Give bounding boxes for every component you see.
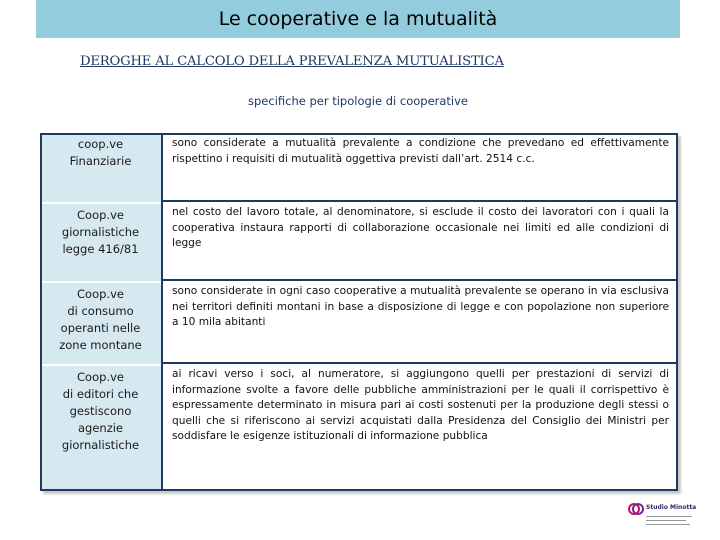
- cooperative-type-cell: [40, 202, 161, 281]
- cooperative-type-cell: [40, 281, 161, 364]
- cooperative-type-line: gestiscono: [69, 404, 132, 418]
- table-row: [40, 281, 678, 364]
- logo-text: Studio Minotta: [646, 504, 697, 511]
- cooperative-type-line: Coop.ve: [77, 370, 124, 384]
- logo-divider: [646, 524, 690, 525]
- derogation-text-cell: ai ricavi verso i soci, al numeratore, si aggiungono quelli per prestazioni di servizi di informazione svolte a favore delle pubbliche amministrazioni per le quali il corrispettivo è espressamente determinato in misura pari ai costi sostenuti per la produzione degli stessi o quelli che si riferiscono ai servizi acquistati dalla Presidenza del Consiglio dei Ministri per soddisfare le esigenze istituzionali di informazione pubblica: [161, 364, 678, 491]
- section-subheading: specifiche per tipologie di cooperative: [248, 94, 469, 108]
- section-heading: DEROGHE AL CALCOLO DELLA PREVALENZA MUTUALISTICA: [80, 54, 504, 69]
- table-row: [40, 133, 678, 204]
- table-row: [40, 364, 678, 491]
- cooperative-type-line: Finanziarie: [69, 154, 132, 168]
- cooperative-type-line: agenzie: [77, 421, 124, 435]
- table-row: [40, 202, 678, 281]
- cooperative-type-line: Coop.ve: [77, 287, 124, 301]
- title-bar: [36, 0, 680, 38]
- cooperative-type-cell: [40, 133, 161, 202]
- derogations-table: [40, 133, 678, 491]
- derogation-text-cell: sono considerate a mutualità prevalente a condizione che prevedano ed effettivamente rispettino i requisiti di mutualità oggettiva previsti dall’art. 2514 c.c.: [161, 133, 678, 202]
- cooperative-type-line: di consumo: [67, 304, 134, 318]
- cooperative-type-line: operanti nelle: [60, 321, 141, 335]
- cooperative-type-line: zone montane: [59, 338, 142, 352]
- slide-title: Le cooperative e la mutualità: [218, 8, 498, 30]
- studio-logo: [624, 500, 704, 530]
- derogation-text-cell: sono considerate in ogni caso cooperative a mutualità prevalente se operano in via esclusiva nei territori definiti montani in base a disposizione di legge e con popolazione non superiore a 10 mila abitanti: [161, 281, 678, 364]
- studio-logo-icon: [628, 502, 644, 516]
- cooperative-type-cell: [40, 364, 161, 491]
- cooperative-type-line: Coop.ve: [77, 208, 124, 222]
- cooperative-type-line: legge 416/81: [62, 242, 139, 256]
- cooperative-type-line: giornalistiche: [61, 438, 140, 452]
- cooperative-type-line: giornalistiche: [61, 225, 140, 239]
- cooperative-type-line: coop.ve: [77, 137, 124, 151]
- logo-divider: [646, 516, 692, 517]
- logo-divider: [646, 520, 686, 521]
- derogation-text-cell: nel costo del lavoro totale, al denominatore, si esclude il costo dei lavoratori con i quali la cooperativa instaura rapporti di collaborazione occasionale nei limiti ed alle condizioni di legge: [161, 202, 678, 281]
- cooperative-type-line: di editori che: [62, 387, 139, 401]
